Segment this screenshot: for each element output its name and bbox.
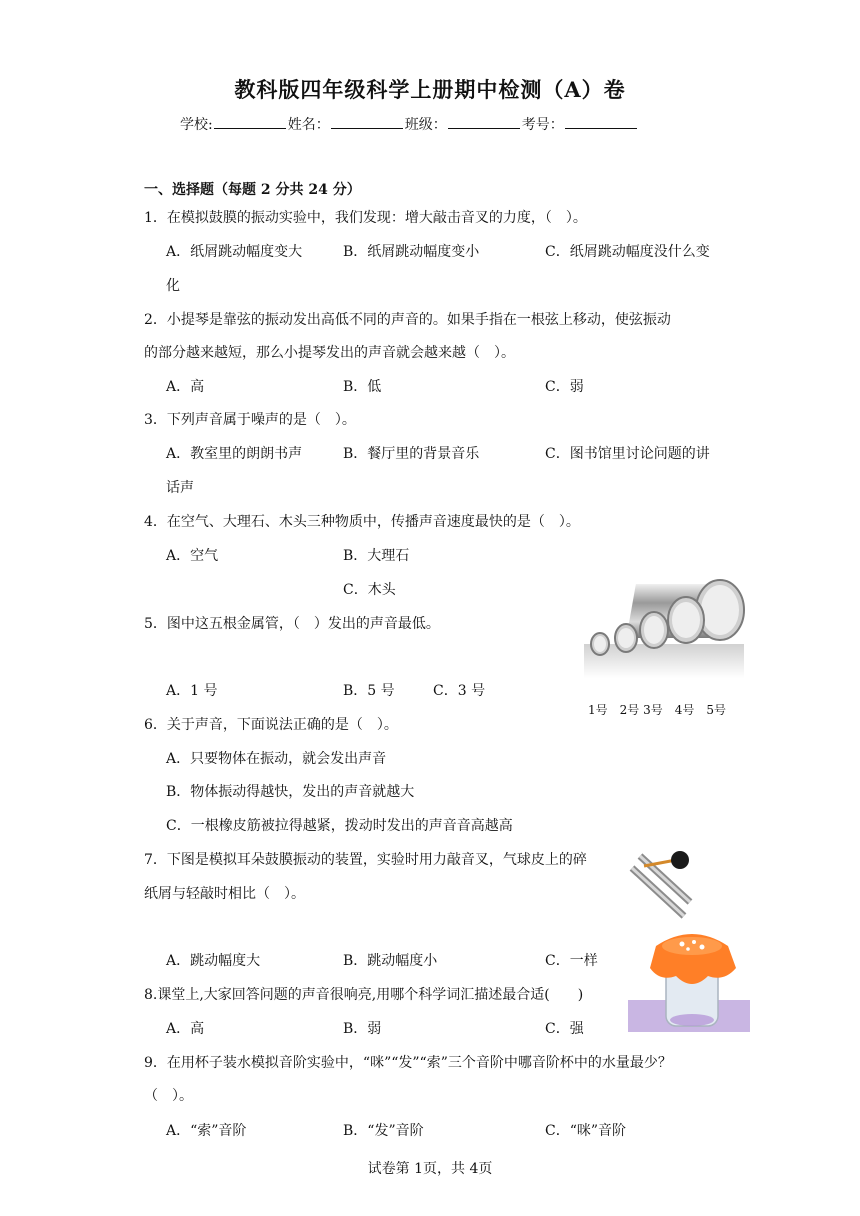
- question-3-option-a[interactable]: A．教室里的朗朗书声: [166, 446, 303, 462]
- question-3-stem: 3．下列声音属于噪声的是（ ）。: [144, 412, 356, 428]
- question-1-option-c-cont: 化: [166, 278, 180, 294]
- question-9-option-c[interactable]: C．“咪”音阶: [545, 1123, 627, 1139]
- question-5-option-b[interactable]: B．5 号: [343, 683, 395, 699]
- question-6-option-c[interactable]: C．一根橡皮筋被拉得越紧，拨动时发出的声音音高越高: [166, 818, 513, 834]
- question-2-option-a[interactable]: A．高: [166, 379, 205, 395]
- question-2-option-b[interactable]: B．低: [343, 379, 382, 395]
- question-9-stem-cont: （ ）。: [144, 1088, 193, 1104]
- question-6-option-a[interactable]: A．只要物体在振动，就会发出声音: [166, 751, 387, 767]
- question-7-option-b[interactable]: B．跳动幅度小: [343, 953, 438, 969]
- question-8-option-b[interactable]: B．弱: [343, 1021, 382, 1037]
- question-3-option-c[interactable]: C．图书馆里讨论问题的讲: [545, 446, 710, 462]
- question-2-stem: 2．小提琴是靠弦的振动发出高低不同的声音的。如果手指在一根弦上移动，使弦振动: [144, 312, 671, 328]
- question-6-option-b[interactable]: B．物体振动得越快，发出的声音就越大: [166, 784, 415, 800]
- question-3-option-b[interactable]: B．餐厅里的背景音乐: [343, 446, 480, 462]
- eardrum-model-figure: [628, 850, 750, 1032]
- question-7-stem: 7．下图是模拟耳朵鼓膜振动的装置，实验时用力敲音叉，气球皮上的碎: [144, 852, 587, 868]
- exam-no-blank[interactable]: [565, 114, 637, 129]
- pipes-figure-label: 1号 2号 3号 4号 5号: [588, 703, 726, 717]
- question-9-option-b[interactable]: B．“发”音阶: [343, 1123, 424, 1139]
- question-6-stem: 6．关于声音，下面说法正确的是（ ）。: [144, 717, 398, 733]
- school-label: 学校:: [180, 117, 213, 133]
- school-blank[interactable]: [214, 114, 286, 129]
- question-1-stem: 1．在模拟鼓膜的振动实验中，我们发现：增大敲击音叉的力度，（ ）。: [144, 210, 587, 226]
- class-label: 班级：: [404, 117, 447, 133]
- pipe-2: [615, 624, 637, 652]
- question-7-option-c[interactable]: C．一样: [545, 953, 598, 969]
- section-heading: 一、选择题（每题 2 分共 24 分）: [144, 182, 361, 198]
- student-info-line: [180, 114, 639, 134]
- question-7-option-a[interactable]: A．跳动幅度大: [166, 953, 261, 969]
- pipe-3: [640, 612, 668, 648]
- name-label: 姓名：: [287, 117, 330, 133]
- class-blank[interactable]: [448, 114, 520, 129]
- question-5-stem: 5．图中这五根金属管，（ ）发出的声音最低。: [144, 616, 440, 632]
- question-8-option-c[interactable]: C．强: [545, 1021, 584, 1037]
- question-1-option-c[interactable]: C．纸屑跳动幅度没什么变: [545, 244, 710, 260]
- question-4-stem: 4．在空气、大理石、木头三种物质中，传播声音速度最快的是（ ）。: [144, 514, 580, 530]
- question-4-option-b[interactable]: B．大理石: [343, 548, 410, 564]
- question-2-stem-cont: 的部分越来越短，那么小提琴发出的声音就会越来越（ ）。: [144, 345, 515, 361]
- question-3-option-c-cont: 话声: [166, 480, 194, 496]
- question-9-stem: 9．在用杯子装水模拟音阶实验中，“咪”“发”“索”三个音阶中哪音阶杯中的水量最少？: [144, 1055, 672, 1071]
- question-1-option-b[interactable]: B．纸屑跳动幅度变小: [343, 244, 480, 260]
- question-5-option-c[interactable]: C．3 号: [433, 683, 486, 699]
- question-4-option-a[interactable]: A．空气: [166, 548, 219, 564]
- question-7-stem-cont: 纸屑与轻敲时相比（ ）。: [144, 886, 305, 902]
- page-title: 教科版四年级科学上册期中检测（A）卷: [234, 77, 626, 102]
- question-9-option-a[interactable]: A．“索”音阶: [166, 1123, 247, 1139]
- name-blank[interactable]: [331, 114, 403, 129]
- question-5-option-a[interactable]: A．1 号: [166, 683, 218, 699]
- pipe-1: [591, 633, 609, 655]
- question-8-option-a[interactable]: A．高: [166, 1021, 205, 1037]
- question-2-option-c[interactable]: C．弱: [545, 379, 584, 395]
- question-8-stem: 8.课堂上,大家回答问题的声音很响亮,用哪个科学词汇描述最合适( ): [144, 987, 584, 1003]
- metal-pipes-figure: [578, 572, 750, 684]
- exam-no-label: 考号：: [521, 117, 564, 133]
- page-footer: 试卷第 1页，共 4页: [367, 1161, 493, 1177]
- balloon-membrane-icon: [650, 934, 736, 984]
- pipe-4: [668, 597, 704, 643]
- question-1-option-a[interactable]: A．纸屑跳动幅度变大: [166, 244, 303, 260]
- question-4-option-c[interactable]: C．木头: [343, 582, 396, 598]
